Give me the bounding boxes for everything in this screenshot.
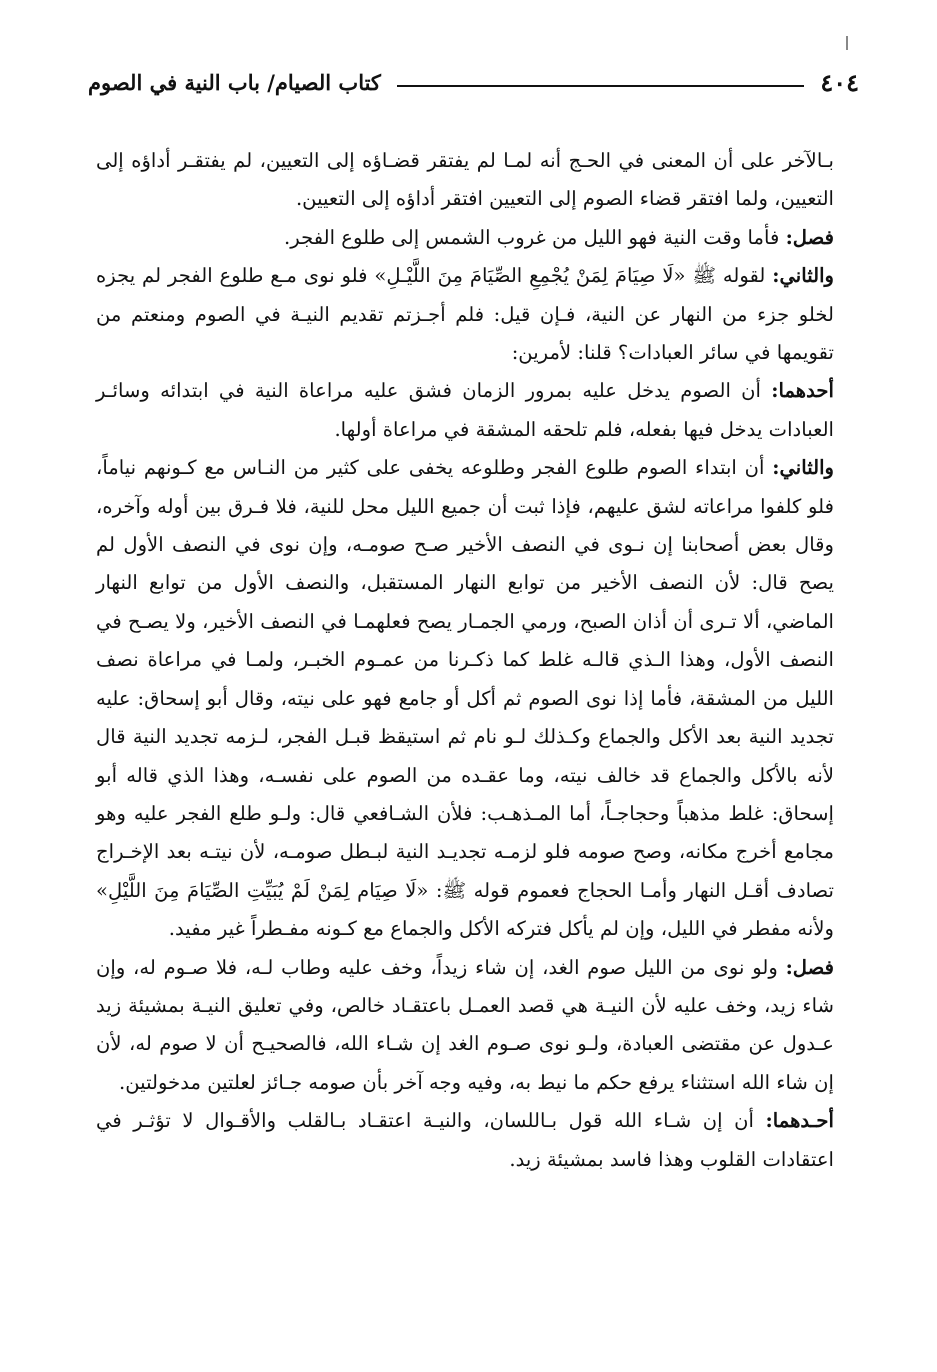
paragraph [96, 257, 834, 372]
paragraph [96, 1102, 834, 1179]
paragraph-text: ولو نوى من الليل صوم الغد، إن شاء زيداً، وخف عليه وطاب لـه، فلا صـوم له، وإن شاء زيد، وخف عليه لأن النيـة هي قصد العمـل باعتقـاد خالص، وفي تعليق النيـة بمشيئة زيد عـدول عن مقتضى العبادة، ولـو نوى صـوم الغد إن شـاء الله، فالصحيـح أن لا صوم له، لأن إن شاء الله استثناء يرفع حكم ما نيط به، وفيه وجه آخر بأن صومه جـائز لعلتين مدخولتين. [96, 955, 834, 1094]
paragraph [96, 142, 834, 219]
paragraph-text: أن الصوم يدخل عليه بمرور الزمان فشق عليه مراعاة النية في ابتدائه وسائـر العبادات يدخل فيها بفعله، فلم تلحقه المشقة في مراعاة أولها. [96, 379, 834, 441]
main-text [96, 142, 834, 1179]
page-number: ٤٠٤ [820, 67, 859, 97]
paragraph [96, 449, 834, 948]
page-header [88, 62, 859, 102]
paragraph-lead: فصل: [785, 955, 834, 979]
paragraph-lead: أحـدهما: [765, 1109, 834, 1133]
paragraph-text: أن إن شـاء الله قول بـاللسان، والنيـة اعتقـاد بـالقلب والأقـوال لا تؤثـر في اعتقادات القلوب وهذا فاسد بمشيئة زيد. [96, 1109, 834, 1171]
paragraph [96, 949, 834, 1103]
paragraph-text: فأما وقت النية فهو الليل من غروب الشمس إلى طلوع الفجر. [284, 225, 786, 249]
paragraph-text: لقوله ﷺ «لَا صِيَامَ لِمَنْ يُجْمِعِ الصِّيَامَ مِنَ اللَّيْـلِ» فلو نوى مـع طلوع الفجر لم يجزه لخلو جزء من النهار عن النية، فـإن قيل: فلم أجـزتم تقديم النيـة في الصوم ومنعتم من تقويمها في سائر العبادات؟ قلنا: لأمرين: [96, 264, 834, 365]
header-rule [397, 85, 804, 87]
paragraph [96, 372, 834, 449]
paragraph [96, 219, 834, 257]
paragraph-lead: والثاني: [772, 456, 834, 480]
paragraph-text: بـالآخر على أن المعنى في الحـج أنه لمـا لم يفتقر قضـاؤه إلى التعيين، لم يفتقـر أداؤه إلى التعيين، ولما افتقر قضاء الصوم إلى التعيين افتقر أداؤه إلى التعيين. [96, 149, 834, 211]
paragraph-lead: أحدهما: [771, 379, 834, 403]
paragraph-lead: والثاني: [772, 264, 834, 288]
running-title: كتاب الصيام/ باب النية في الصوم [88, 69, 381, 95]
paragraph-lead: فصل: [785, 225, 834, 249]
paragraph-text: أن ابتداء الصوم طلوع الفجر وطلوعه يخفى على كثير من النـاس مع كـونهم نياماً، فلو كلفوا مراعاته لشق عليهم، فإذا ثبت أن جميع الليل محل للنية، فلا فـرق بين أوله وآخره، وقال بعض أصحابنا إن نـوى في النصف الأخير صـح صومـه، وإن نوى في النصف الأول لم يصح قال: لأن النصف الأخير من توابع النهار المستقبل، والنصف الأول من توابع النهار الماضي، ألا تـرى أن أذان الصبح، ورمي الجمـار يصح فعلهمـا في النصف الأخير، ولا يصـح في النصف الأول، وهذا الـذي قالـه غلط كما ذكـرنا من عمـوم الخبـر، ولمـا في مراعاة نصف الليل من المشقة، فأما إذا نوى الصوم ثم أكل أو جامع فهو على نيته، وقال أبو إسحاق: عليه تجديد النية بعد الأكل والجماع وكـذلك لـو نام ثم استيقظ قبـل الفجر، لـزمه تجديد النية قال لأنه بالأكل والجماع قد خالف نيته، وما عقـده من الصوم على نفسـه، وهذا الذي قاله أبو إسحاق: غلط مذهباً وحجاجـاً، أما المـذهـب: فلأن الشـافعي قال: ولـو طلع الفجر عليه وهو مجامع أخرج مكانه، وصح صومه فلو لزمـه تجديـد النية لبـطل صومـه، لأن نيتـه بعد الإخـراج تصادف أقـل النهار وأمـا الحجاج فعموم قوله ﷺ: «لَا صِيَام لِمَنْ لَمْ يُبَيِّتِ الصِّيَامَ مِنَ اللَّيْلِ» ولأنه مفطر في الليل، وإن لم يأكل فتركه الأكل والجماع مع كـونه مفـطراً غير مفيد. [96, 456, 834, 941]
scan-mark [846, 36, 848, 50]
